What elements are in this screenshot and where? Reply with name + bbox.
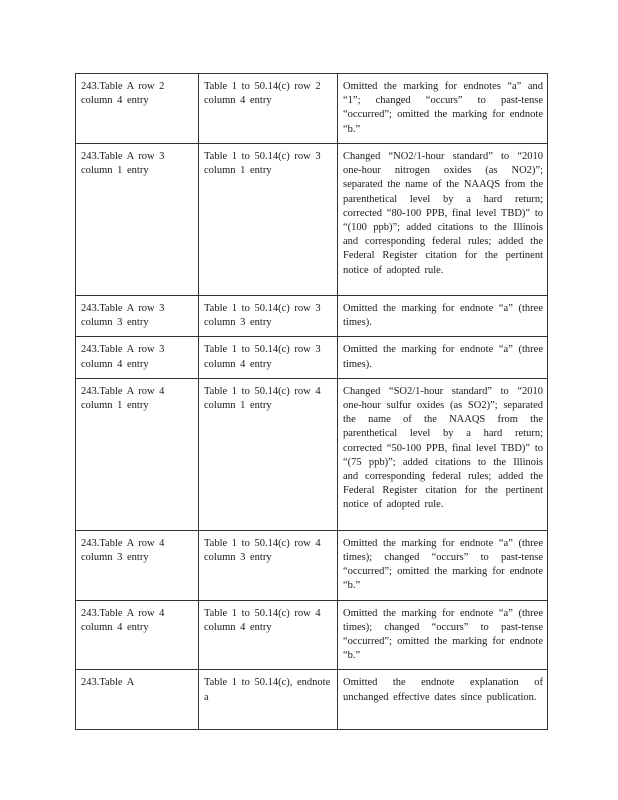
- location-cell: 243.Table A row 4 column 1 entry: [76, 378, 199, 530]
- reference-cell: Table 1 to 50.14(c) row 4 column 3 entry: [199, 530, 338, 600]
- location-cell: 243.Table A row 3 column 3 entry: [76, 296, 199, 337]
- change-cell: Changed “SO2/1-hour standard” to “2010 one-hour sulfur oxides (as SO2)”; separated the name of the NAAQS from the parenthetical level by a hard return; corrected “50-100 PPB, final level TBD)” to “(75 ppb)”; added citations to the Illinois and corresponding federal rules; added the Federal Register citation for the pertinent notice of adopted rule.: [338, 378, 548, 530]
- reference-cell: Table 1 to 50.14(c) row 3 column 1 entry: [199, 144, 338, 296]
- table-row: [76, 530, 548, 600]
- change-cell: Omitted the endnote explanation of unchanged effective dates since publication.: [338, 670, 548, 730]
- change-cell: Changed “NO2/1-hour standard” to “2010 one-hour nitrogen oxides (as NO2)”; separated the name of the NAAQS from the parenthetical level by a hard return; corrected “80-100 PPB, final level TBD)” to “(100 ppb)”; added citations to the Illinois and corresponding federal rules; added the Federal Register citation for the pertinent notice of adopted rule.: [338, 144, 548, 296]
- location-cell: 243.Table A row 3 column 1 entry: [76, 144, 199, 296]
- table-row: [76, 378, 548, 530]
- reference-cell: Table 1 to 50.14(c) row 3 column 3 entry: [199, 296, 338, 337]
- reference-cell: Table 1 to 50.14(c) row 2 column 4 entry: [199, 74, 338, 144]
- table-row: [76, 296, 548, 337]
- reference-cell: Table 1 to 50.14(c) row 4 column 1 entry: [199, 378, 338, 530]
- location-cell: 243.Table A row 4 column 3 entry: [76, 530, 199, 600]
- table-row: [76, 600, 548, 670]
- change-cell: Omitted the marking for endnote “a” (three times); changed “occurs” to past-tense “occurred”; omitted the marking for endnote “b.”: [338, 530, 548, 600]
- location-cell: 243.Table A row 2 column 4 entry: [76, 74, 199, 144]
- location-cell: 243.Table A row 3 column 4 entry: [76, 337, 199, 378]
- location-cell: 243.Table A: [76, 670, 199, 730]
- reference-cell: Table 1 to 50.14(c), endnote a: [199, 670, 338, 730]
- location-cell: 243.Table A row 4 column 4 entry: [76, 600, 199, 670]
- errata-table: [75, 73, 548, 730]
- change-cell: Omitted the marking for endnote “a” (three times); changed “occurs” to past-tense “occurred”; omitted the marking for endnote “b.”: [338, 600, 548, 670]
- change-cell: Omitted the marking for endnote “a” (three times).: [338, 337, 548, 378]
- table-row: [76, 74, 548, 144]
- change-cell: Omitted the marking for endnote “a” (three times).: [338, 296, 548, 337]
- table-row: [76, 337, 548, 378]
- change-cell: Omitted the marking for endnotes “a” and “1”; changed “occurs” to past-tense “occurred”; omitted the marking for endnote “b.”: [338, 74, 548, 144]
- reference-cell: Table 1 to 50.14(c) row 3 column 4 entry: [199, 337, 338, 378]
- table-row: [76, 144, 548, 296]
- reference-cell: Table 1 to 50.14(c) row 4 column 4 entry: [199, 600, 338, 670]
- table-row: [76, 670, 548, 730]
